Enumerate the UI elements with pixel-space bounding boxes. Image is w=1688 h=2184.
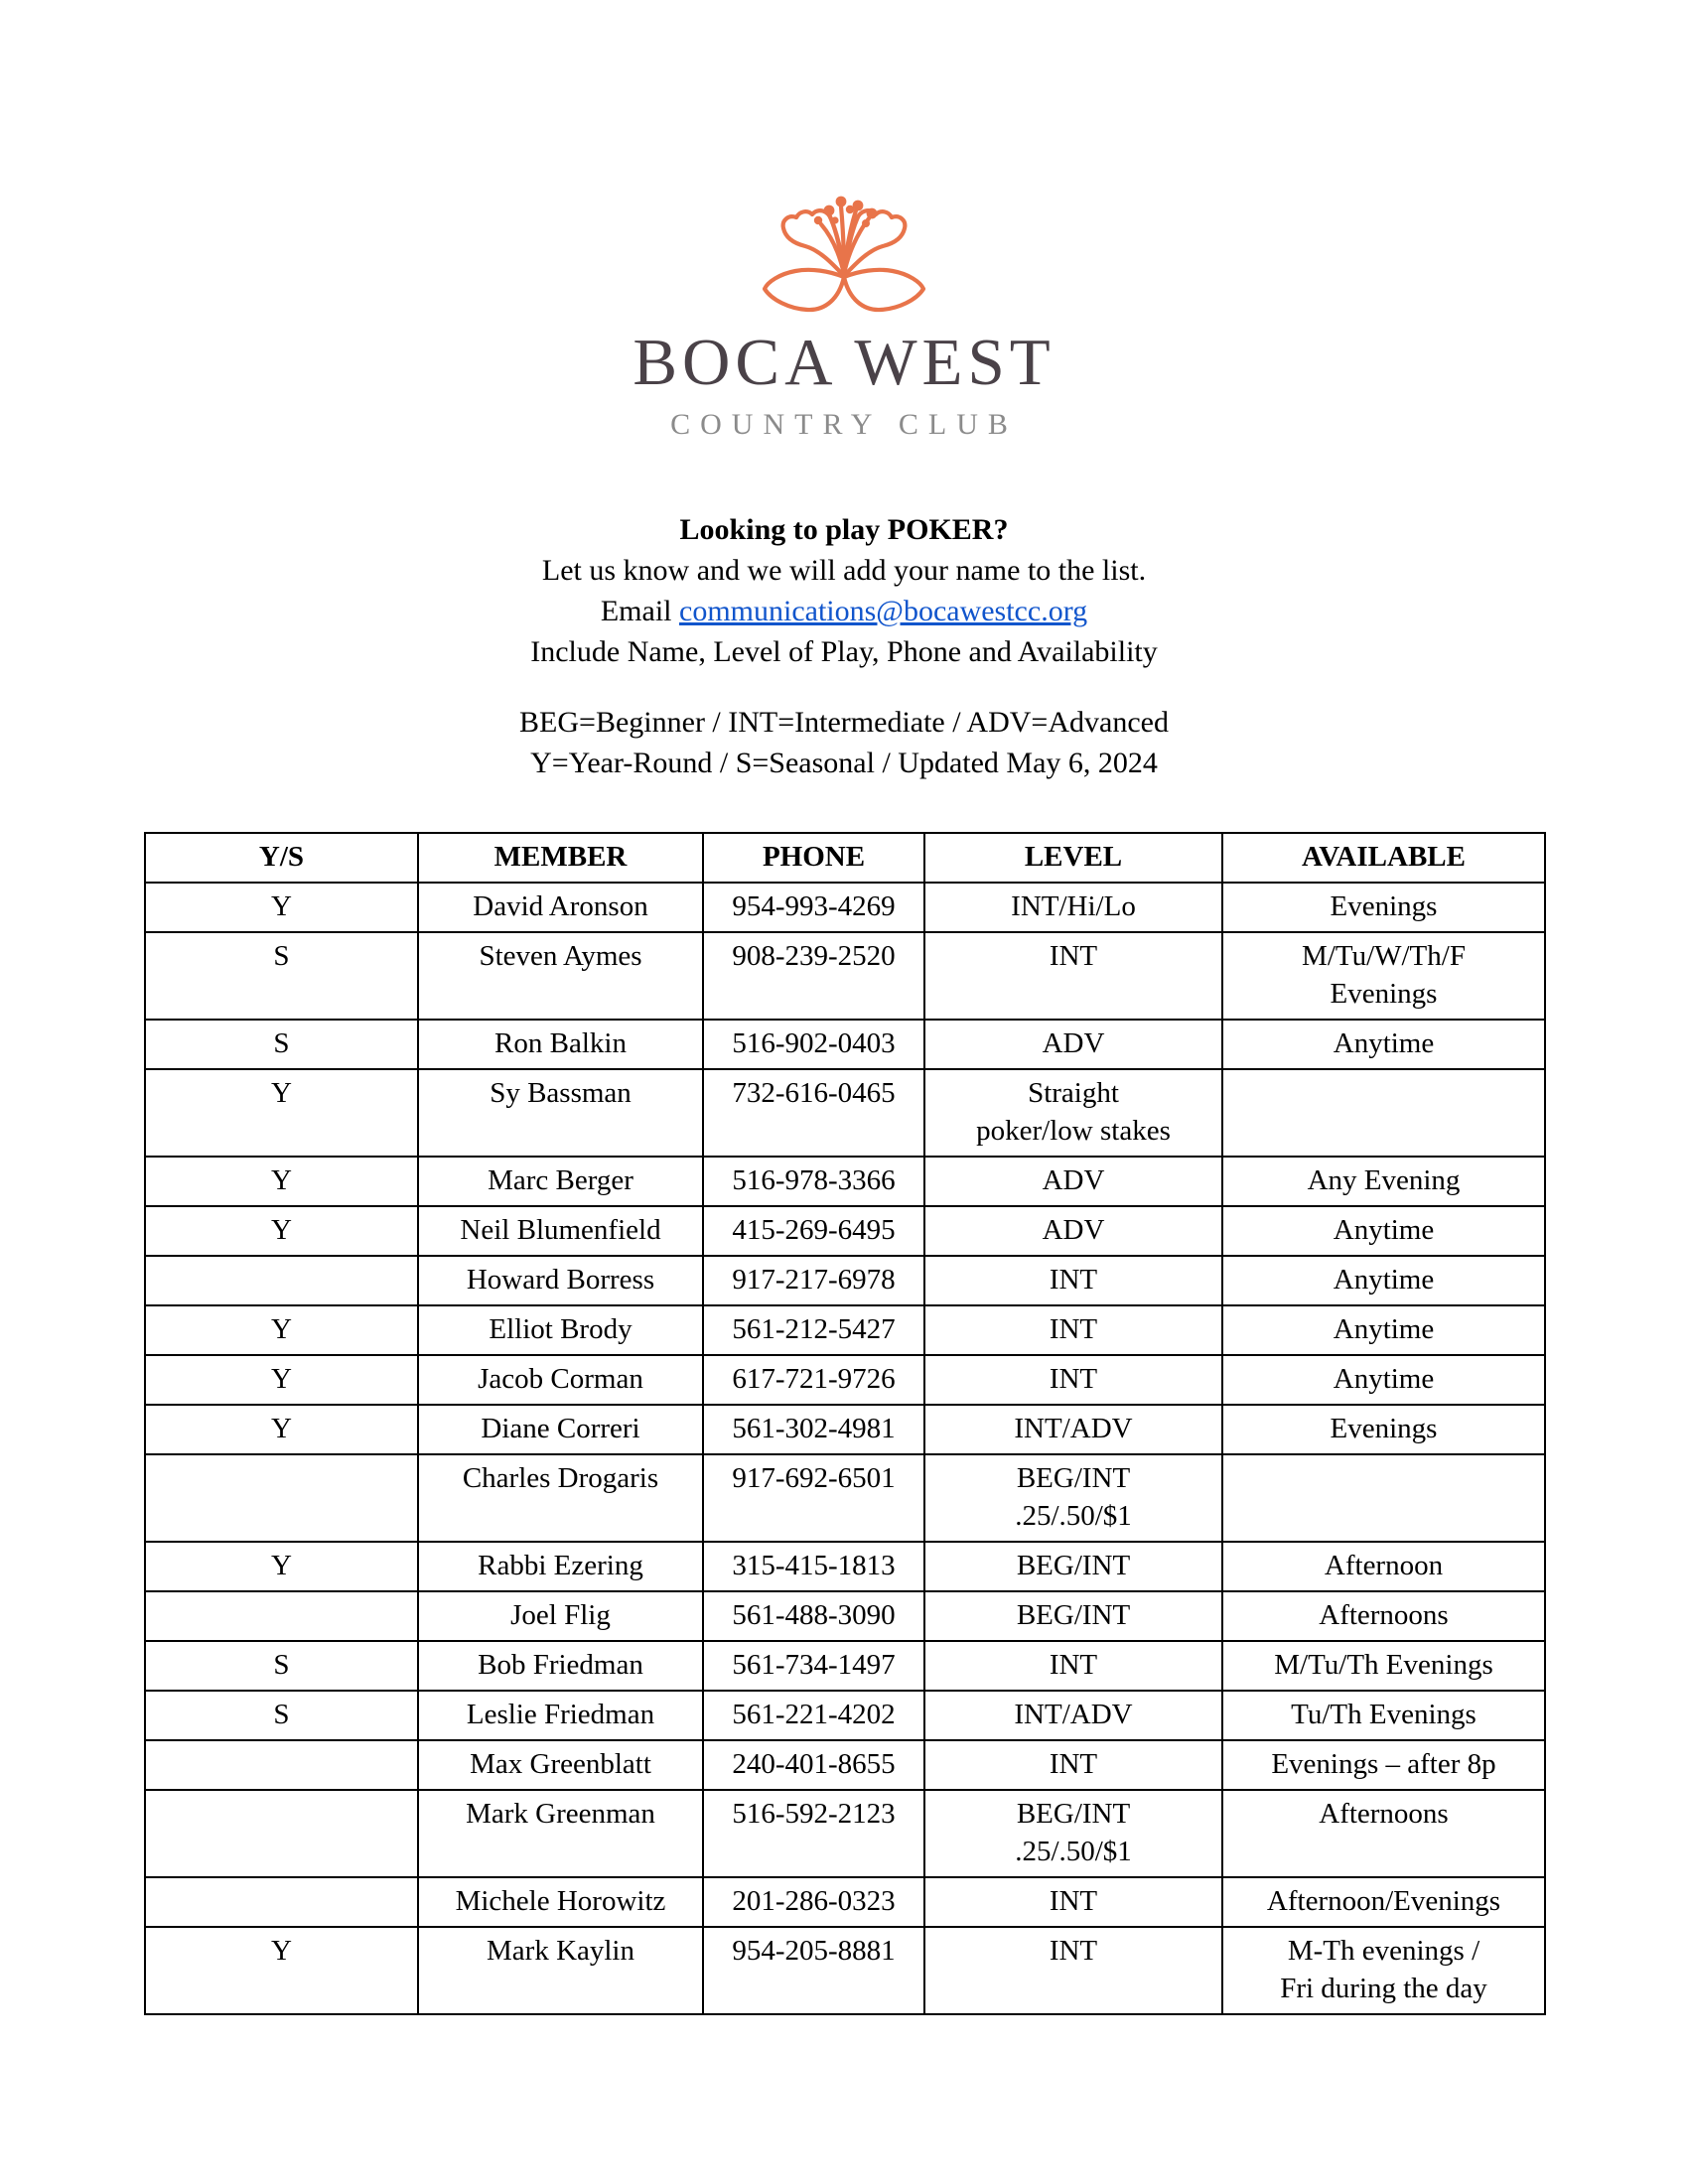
cell-member: Diane Correri [418,1405,703,1454]
table-row [145,1020,1545,1069]
cell-member: Sy Bassman [418,1069,703,1157]
cell-member: Neil Blumenfield [418,1206,703,1256]
cell-level: ADV [924,1206,1222,1256]
cell-phone: 917-217-6978 [703,1256,924,1305]
intro-spacer [0,672,1688,702]
table-row [145,1542,1545,1591]
cell-phone: 954-993-4269 [703,883,924,932]
column-header-available: AVAILABLE [1222,833,1545,883]
cell-ys [145,1790,418,1877]
cell-member: Charles Drogaris [418,1454,703,1542]
cell-available: Anytime [1222,1020,1545,1069]
table-row [145,1790,1545,1877]
cell-phone: 516-592-2123 [703,1790,924,1877]
cell-level: BEG/INT [924,1591,1222,1641]
cell-available: Anytime [1222,1206,1545,1256]
cell-ys [145,1454,418,1542]
cell-available: Evenings – after 8p [1222,1740,1545,1790]
poker-roster-table [144,832,1546,2015]
hibiscus-flower-icon [750,177,938,318]
cell-level: BEG/INT [924,1542,1222,1591]
table-row [145,1256,1545,1305]
legend-levels: BEG=Beginner / INT=Intermediate / ADV=Advanced [519,706,1169,739]
cell-member: Marc Berger [418,1157,703,1206]
table-row [145,1454,1545,1542]
poker-roster-table-wrap [144,832,1544,2015]
cell-level: ADV [924,1020,1222,1069]
cell-member: Jacob Corman [418,1355,703,1405]
cell-member: Steven Aymes [418,932,703,1020]
cell-member: Max Greenblatt [418,1740,703,1790]
table-row [145,1927,1545,2014]
cell-level: INT [924,1355,1222,1405]
cell-ys: S [145,1691,418,1740]
cell-available: M-Th evenings / Fri during the day [1222,1927,1545,2014]
cell-level: INT [924,1641,1222,1691]
table-header-row [145,833,1545,883]
cell-member: Rabbi Ezering [418,1542,703,1591]
cell-member: Howard Borress [418,1256,703,1305]
cell-ys: Y [145,1542,418,1591]
cell-phone: 908-239-2520 [703,932,924,1020]
cell-level: INT [924,1927,1222,2014]
cell-ys: S [145,1020,418,1069]
cell-member: Bob Friedman [418,1641,703,1691]
column-header-member: MEMBER [418,833,703,883]
email-link[interactable]: communications@bocawestcc.org [679,595,1088,627]
cell-level: INT [924,1305,1222,1355]
cell-level: INT [924,932,1222,1020]
cell-ys: S [145,932,418,1020]
cell-ys: Y [145,1355,418,1405]
email-label: Email [600,595,680,627]
cell-available: Evenings [1222,883,1545,932]
table-row [145,1740,1545,1790]
cell-phone: 954-205-8881 [703,1927,924,2014]
table-row [145,1206,1545,1256]
cell-phone: 561-734-1497 [703,1641,924,1691]
cell-ys [145,1740,418,1790]
cell-ys: Y [145,1305,418,1355]
table-row [145,883,1545,932]
cell-available: M/Tu/W/Th/F Evenings [1222,932,1545,1020]
cell-ys: Y [145,1157,418,1206]
cell-available: Tu/Th Evenings [1222,1691,1545,1740]
cell-available [1222,1069,1545,1157]
cell-level: INT/ADV [924,1691,1222,1740]
table-row [145,1877,1545,1927]
cell-ys: S [145,1641,418,1691]
cell-ys: Y [145,1206,418,1256]
cell-ys: Y [145,883,418,932]
cell-available: Anytime [1222,1355,1545,1405]
cell-member: Joel Flig [418,1591,703,1641]
cell-phone: 917-692-6501 [703,1454,924,1542]
cell-ys [145,1877,418,1927]
cell-available: Any Evening [1222,1157,1545,1206]
cell-available: Anytime [1222,1256,1545,1305]
cell-available: Anytime [1222,1305,1545,1355]
cell-available [1222,1454,1545,1542]
cell-ys: Y [145,1069,418,1157]
logo-subtitle: COUNTRY CLUB [670,408,1018,441]
cell-ys [145,1591,418,1641]
cell-level: INT [924,1877,1222,1927]
cell-ys: Y [145,1405,418,1454]
cell-phone: 561-221-4202 [703,1691,924,1740]
cell-level: BEG/INT .25/.50/$1 [924,1454,1222,1542]
cell-level: INT [924,1740,1222,1790]
intro-line-4: Include Name, Level of Play, Phone and Availability [530,635,1158,668]
cell-ys [145,1256,418,1305]
cell-level: BEG/INT .25/.50/$1 [924,1790,1222,1877]
cell-available: Evenings [1222,1405,1545,1454]
intro-block [0,509,1688,783]
cell-phone: 617-721-9726 [703,1355,924,1405]
cell-available: Afternoons [1222,1790,1545,1877]
table-row [145,1641,1545,1691]
cell-phone: 415-269-6495 [703,1206,924,1256]
cell-phone: 315-415-1813 [703,1542,924,1591]
cell-available: Afternoons [1222,1591,1545,1641]
cell-available: M/Tu/Th Evenings [1222,1641,1545,1691]
table-row [145,1305,1545,1355]
intro-line-email [0,591,1688,631]
intro-line-2: Let us know and we will add your name to the list. [541,554,1147,587]
logo-wordmark: BOCA WEST [633,326,1055,399]
column-header-level: LEVEL [924,833,1222,883]
table-row [145,1069,1545,1157]
cell-phone: 561-488-3090 [703,1591,924,1641]
column-header-ys: Y/S [145,833,418,883]
table-row [145,932,1545,1020]
table-row [145,1591,1545,1641]
cell-phone: 516-902-0403 [703,1020,924,1069]
cell-available: Afternoon/Evenings [1222,1877,1545,1927]
cell-member: Michele Horowitz [418,1877,703,1927]
cell-phone: 201-286-0323 [703,1877,924,1927]
table-row [145,1691,1545,1740]
table-row [145,1405,1545,1454]
column-header-phone: PHONE [703,833,924,883]
cell-level: ADV [924,1157,1222,1206]
cell-level: INT/Hi/Lo [924,883,1222,932]
cell-member: Elliot Brody [418,1305,703,1355]
cell-phone: 561-212-5427 [703,1305,924,1355]
cell-phone: 732-616-0465 [703,1069,924,1157]
cell-level: Straight poker/low stakes [924,1069,1222,1157]
table-body [145,883,1545,2014]
club-logo [0,0,1688,442]
table-row [145,1157,1545,1206]
cell-member: Ron Balkin [418,1020,703,1069]
cell-phone: 516-978-3366 [703,1157,924,1206]
cell-member: Mark Kaylin [418,1927,703,2014]
cell-phone: 240-401-8655 [703,1740,924,1790]
intro-headline: Looking to play POKER? [679,513,1009,546]
table-row [145,1355,1545,1405]
cell-phone: 561-302-4981 [703,1405,924,1454]
cell-level: INT [924,1256,1222,1305]
cell-available: Afternoon [1222,1542,1545,1591]
cell-member: Leslie Friedman [418,1691,703,1740]
cell-level: INT/ADV [924,1405,1222,1454]
cell-ys: Y [145,1927,418,2014]
legend-season: Y=Year-Round / S=Seasonal / Updated May 6, 2024 [530,747,1158,779]
cell-member: Mark Greenman [418,1790,703,1877]
cell-member: David Aronson [418,883,703,932]
